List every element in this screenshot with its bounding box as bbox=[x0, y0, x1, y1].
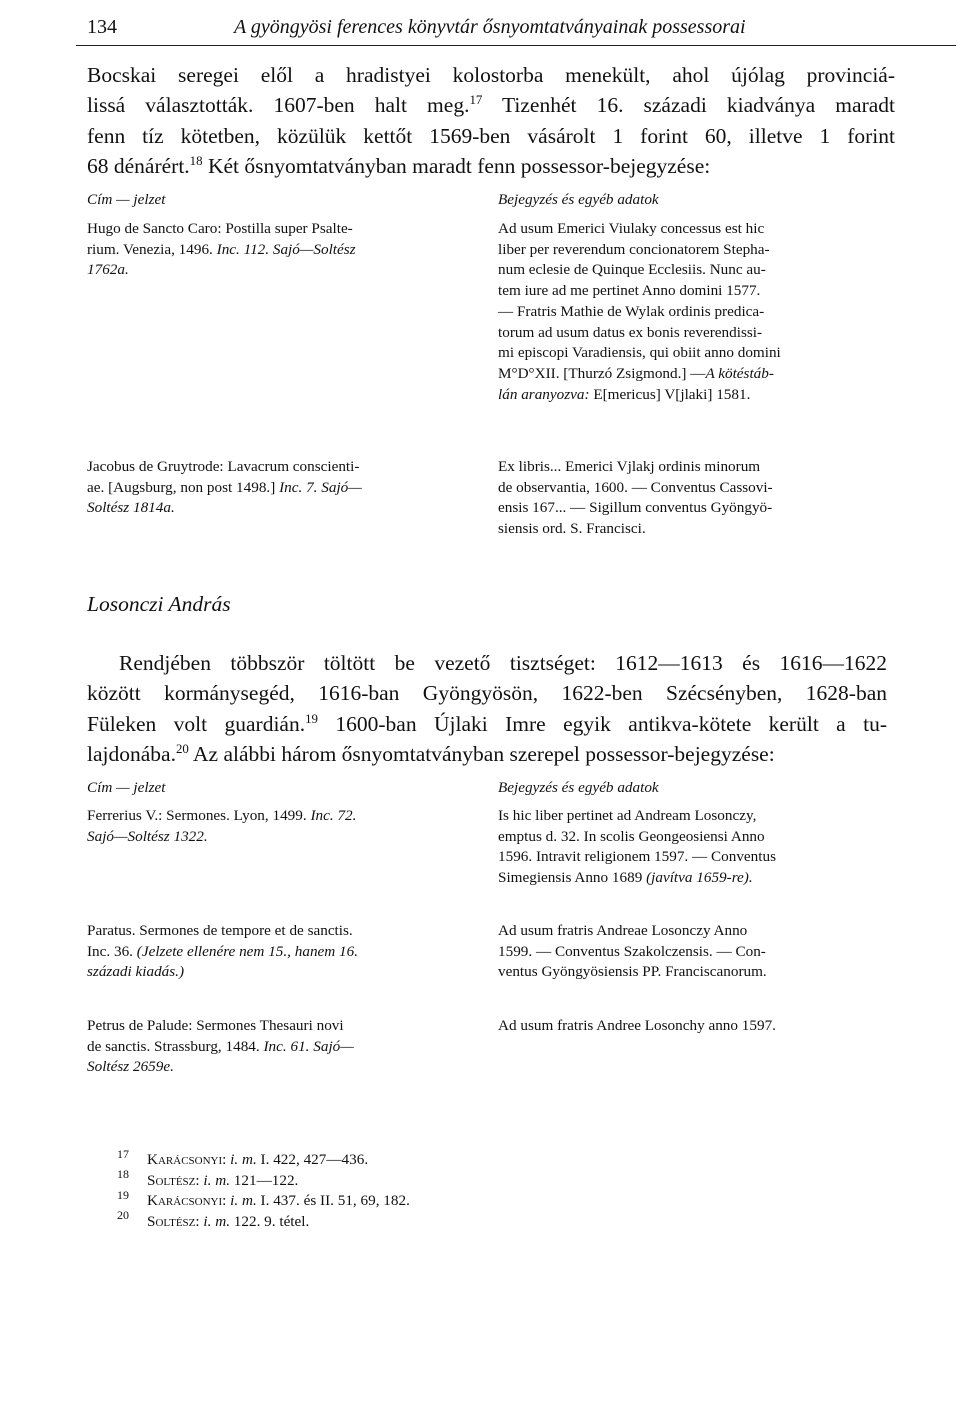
footnotes bbox=[117, 1146, 410, 1232]
entry-notes: Ad usum Emerici Viulaky concessus est hic liber per reverendum concionatorem Stepha- num eclesie de Quinque Ecclesiis. Nunc au- tem iure ad me pertinet Anno domini 1577. — Fratris Mathie de Wylak ordinis predica- torum ad usum datus ex bonis reverendissi- mi episcopi Varadiensis, qui obiit anno domini M°D°XII. [Thurzó Zsigmond.] —A kötéstáb- lán aranyozva: E[mericus] V[jlaki] 1581. bbox=[498, 220, 781, 403]
column-header-left: Cím — jelzet bbox=[87, 191, 166, 208]
entry-notes: Ad usum fratris Andreae Losonczy Anno 1599. — Conventus Szakolczensis. — Con- ventus Gyöngyösiensis PP. Franciscanorum. bbox=[498, 922, 767, 981]
entry-title: Paratus. Sermones de tempore et de sanctis. Inc. 36. (Jelzete ellenére nem 15., hanem 16. századi kiadás.) bbox=[87, 922, 359, 981]
body-paragraph bbox=[87, 648, 887, 770]
text-line: 68 dénárért.$^{18}$ Két ősnyomtatványban maradt fenn possessor-bejegyzése: bbox=[87, 154, 711, 179]
footnote: 17 Karácsonyi: i. m. I. 422, 427—436. bbox=[117, 1146, 369, 1168]
entry-notes: Ad usum fratris Andree Losonchy anno 1597. bbox=[498, 1017, 776, 1034]
footnote-ref: 18 bbox=[189, 154, 203, 169]
footnote-ref: 19 bbox=[305, 711, 318, 726]
entry-title: Ferrerius V.: Sermones. Lyon, 1499. Inc. 72. Sajó—Soltész 1322. bbox=[87, 807, 357, 845]
entry-title: Hugo de Sancto Caro: Postilla super Psalte- rium. Venezia, 1496. Inc. 112. Sajó—Soltész 1762a. bbox=[87, 220, 356, 279]
entry-notes: Ex libris... Emerici Vjlakj ordinis minorum de observantia, 1600. — Conventus Cassovi- ensis 167... — Sigillum conventus Gyöngyö- siensis ord. S. Francisci. bbox=[498, 458, 773, 538]
footnote-ref: 20 bbox=[175, 742, 189, 757]
running-title: A gyöngyösi ferences könyvtár ősnyomtatványainak possessorai bbox=[234, 16, 746, 38]
column-header-left: Cím — jelzet bbox=[87, 779, 166, 796]
footnote: 19 Karácsonyi: i. m. I. 437. és II. 51, 69, 182. bbox=[117, 1187, 410, 1209]
text-line: Bocskai seregei elől a hradistyei kolostorba menekült, ahol újólag provinciá- bbox=[87, 63, 895, 87]
entry-title: Jacobus de Gruytrode: Lavacrum conscienti- ae. [Augsburg, non post 1498.] Inc. 7. Sajó— Soltész 1814a. bbox=[87, 458, 362, 517]
intro-paragraph bbox=[87, 60, 895, 182]
column-header-right: Bejegyzés és egyéb adatok bbox=[498, 779, 659, 796]
text-line: lissá választották. 1607-ben halt meg.$^{17}$ Tizenhét 16. századi kiadványa maradt bbox=[87, 93, 895, 118]
page-number: 134 bbox=[87, 16, 117, 38]
text-line: lajdonába.$^{20}$ Az alábbi három ősnyomtatványban szerepel possessor-bejegyzése: bbox=[87, 742, 775, 767]
entry-title: Petrus de Palude: Sermones Thesauri novi de sanctis. Strassburg, 1484. Inc. 61. Sajó— Soltész 2659e. bbox=[87, 1017, 354, 1076]
column-header-right: Bejegyzés és egyéb adatok bbox=[498, 191, 659, 208]
footnote: 20 Soltész: i. m. 122. 9. tétel. bbox=[117, 1208, 310, 1230]
text-line: Füleken volt guardián.$^{19}$ 1600-ban Újlaki Imre egyik antikva-kötete került a tu- bbox=[87, 711, 888, 736]
footnote-ref: 17 bbox=[469, 93, 483, 108]
text-line: fenn tíz kötetben, közülük kettőt 1569-ben vásárolt 1 forint 60, illetve 1 forint bbox=[87, 123, 895, 148]
section-title: Losonczi András bbox=[87, 592, 231, 616]
text-line: között kormánysegéd, 1616-ban Gyöngyösön, 1622-ben Szécsényben, 1628-ban bbox=[87, 681, 887, 706]
footnote: 18 Soltész: i. m. 121—122. bbox=[117, 1167, 299, 1189]
text-line: Rendjében többször töltött be vezető tisztséget: 1612—1613 és 1616—1622 bbox=[119, 651, 887, 675]
entry-notes: Is hic liber pertinet ad Andream Losonczy, emptus d. 32. In scolis Geongeosiensi Anno 1596. Intravit religionem 1597. — Conventus Simegiensis Anno 1689 (javítva 1659-re). bbox=[498, 807, 776, 887]
header-rule bbox=[76, 45, 956, 46]
